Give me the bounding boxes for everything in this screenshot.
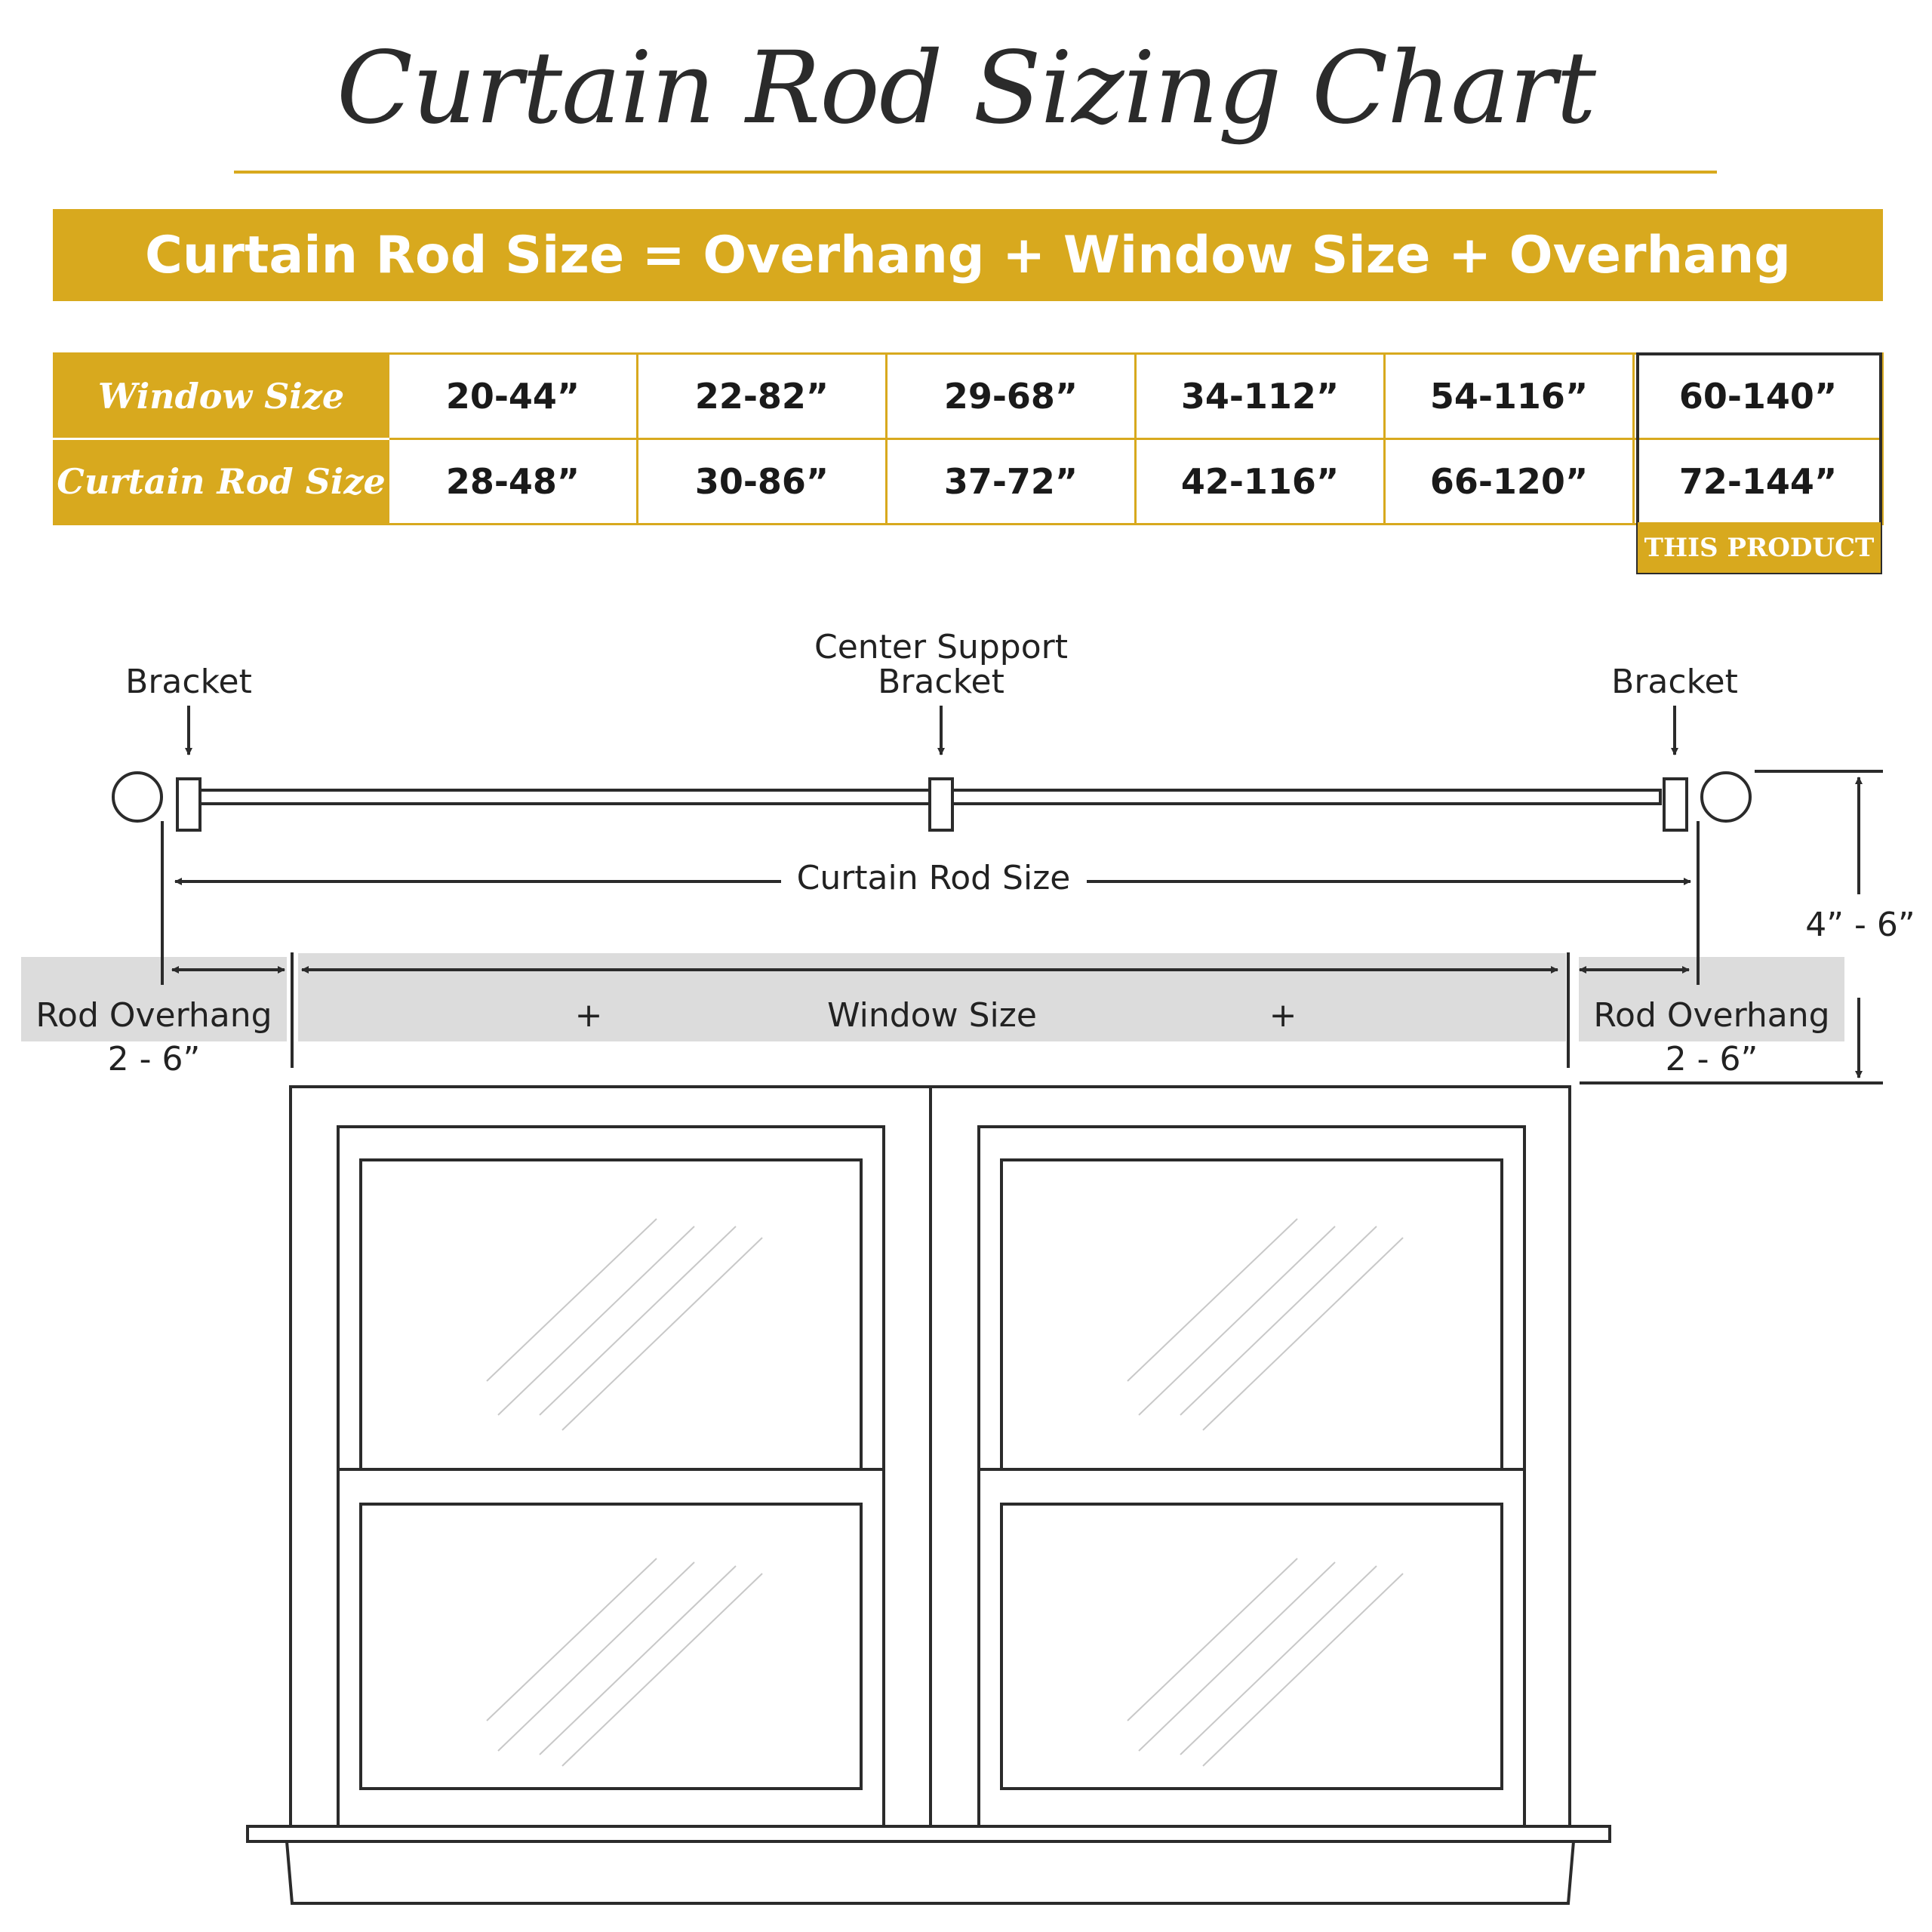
rod-size-cell: 30-86” [638, 439, 887, 525]
overhang-left-range: 2 - 6” [107, 1040, 201, 1078]
height-label: 4” - 6” [1792, 906, 1928, 944]
finial-left-icon [113, 773, 162, 821]
window-apron [287, 1841, 1574, 1903]
window-size-label: Window Size [827, 996, 1037, 1035]
overhang-right-label: Rod Overhang [1593, 996, 1830, 1035]
window-sill [248, 1826, 1610, 1841]
window-size-cell: 60-140” [1634, 354, 1883, 439]
rod-size-cell: 42-116” [1136, 439, 1385, 525]
row-header-rod-size: Curtain Rod Size [54, 439, 389, 525]
this-product-badge: THIS PRODUCT [1638, 522, 1881, 573]
window-size-cell: 54-116” [1385, 354, 1634, 439]
formula-banner: Curtain Rod Size = Overhang + Window Size + Overhang [53, 209, 1883, 301]
bracket-right-label: Bracket [1611, 663, 1738, 701]
rod-size-label: Curtain Rod Size [783, 859, 1084, 897]
plus-left: + [574, 996, 603, 1035]
rod-size-cell: 72-144” [1634, 439, 1883, 525]
rod-size-cell: 28-48” [389, 439, 638, 525]
center-support-label-line2: Bracket [878, 663, 1004, 701]
window-size-cell: 34-112” [1136, 354, 1385, 439]
plus-right: + [1269, 996, 1297, 1035]
bracket-left-icon [177, 779, 200, 830]
row-header-window-size: Window Size [54, 354, 389, 439]
rod-size-cell: 66-120” [1385, 439, 1634, 525]
rod-size-cell: 37-72” [887, 439, 1136, 525]
center-bracket-icon [930, 779, 952, 830]
bracket-right-icon [1664, 779, 1687, 830]
window-size-cell: 22-82” [638, 354, 887, 439]
finial-right-icon [1702, 773, 1750, 821]
bracket-left-label: Bracket [125, 663, 252, 701]
overhang-left-label: Rod Overhang [35, 996, 272, 1035]
overhang-right-range: 2 - 6” [1665, 1040, 1758, 1078]
page-title: Curtain Rod Sizing Chart [336, 30, 1596, 146]
window-size-cell: 29-68” [887, 354, 1136, 439]
center-support-label-line1: Center Support [814, 628, 1068, 666]
window-size-cell: 20-44” [389, 354, 638, 439]
